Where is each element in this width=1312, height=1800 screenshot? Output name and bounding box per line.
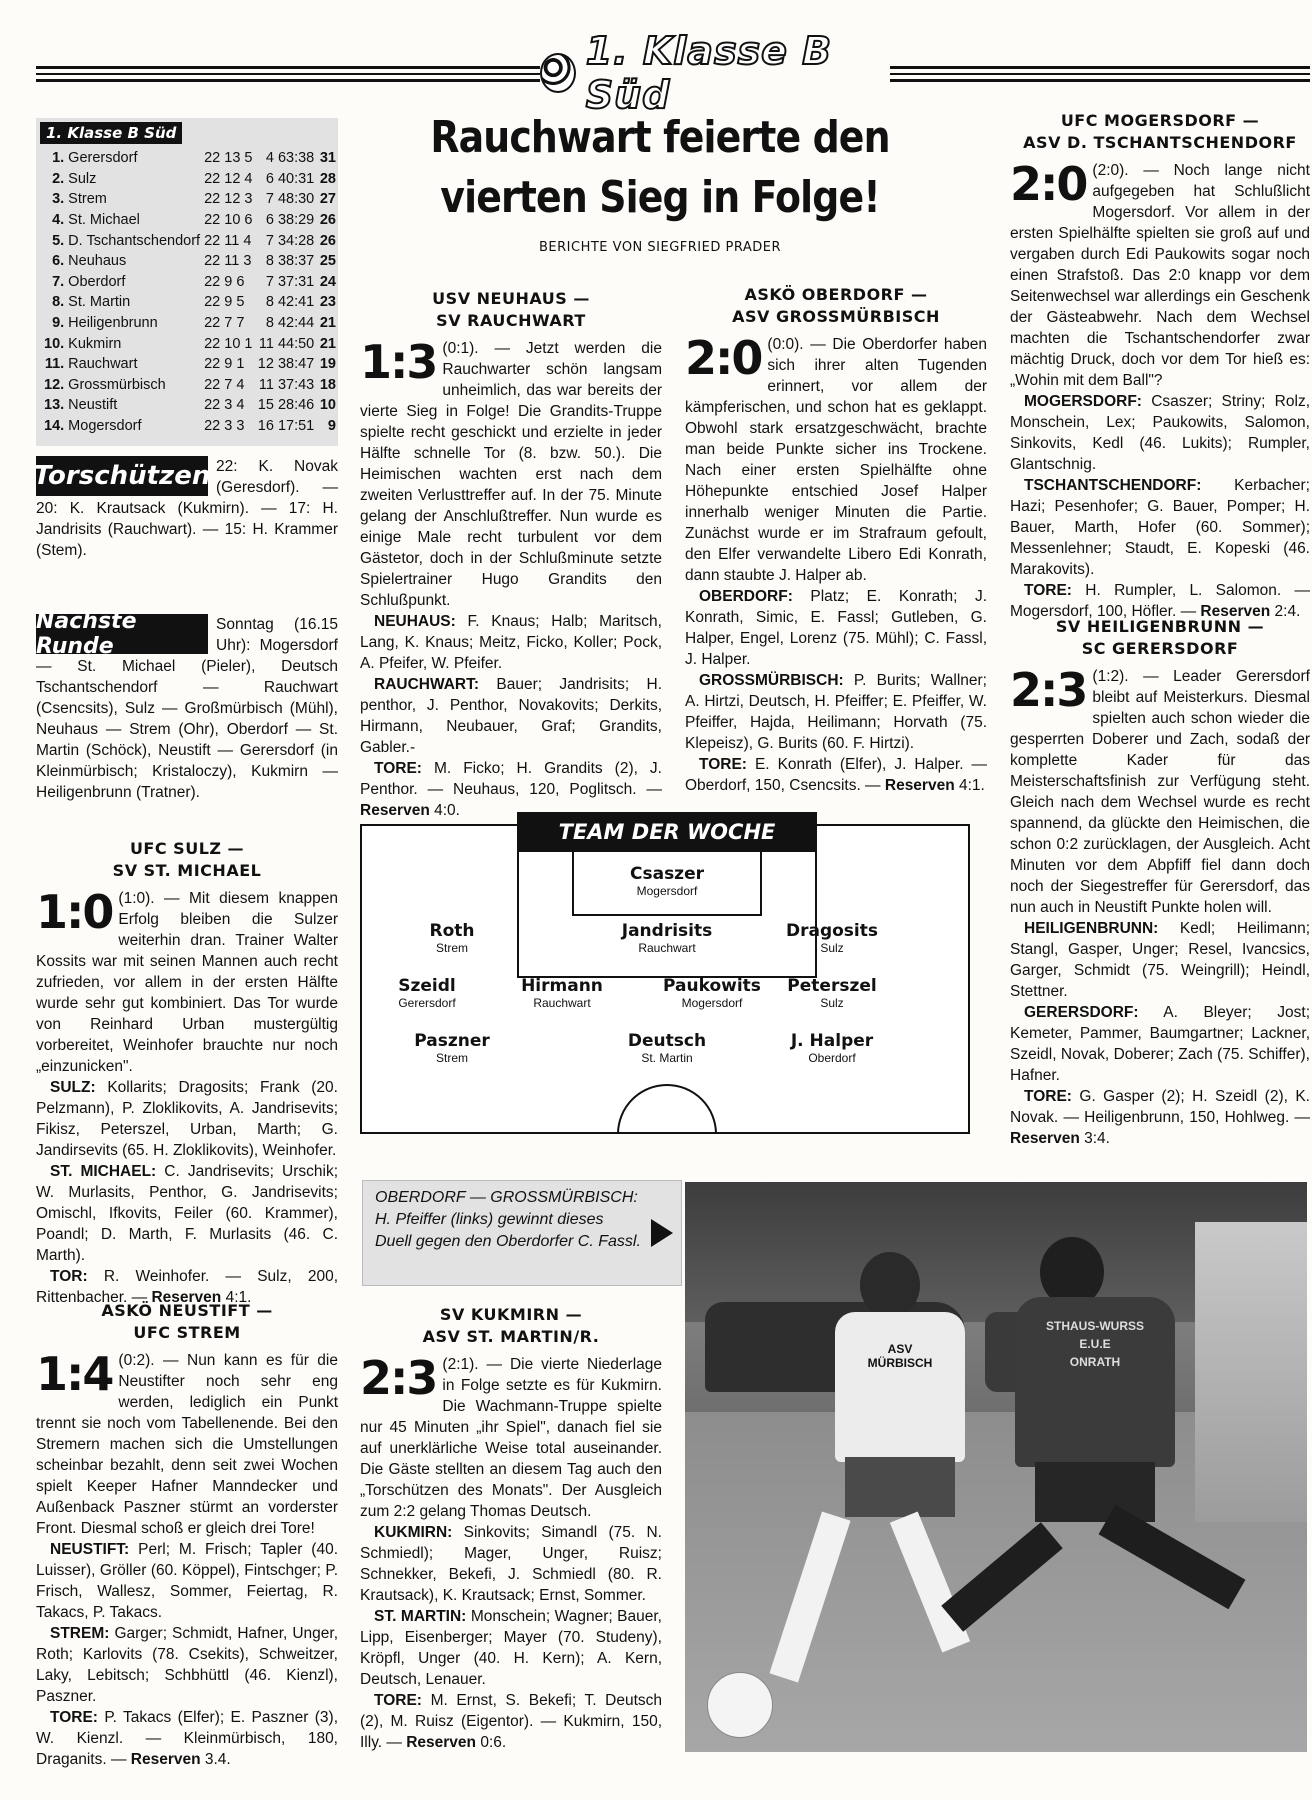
standings-rank: 6. <box>52 253 65 270</box>
match-team2: UFC STREM <box>133 1323 241 1342</box>
next-round-label: Nächste Runde <box>36 609 137 659</box>
lineup1-heading: SULZ: <box>50 1079 96 1096</box>
next-round-section <box>36 609 338 803</box>
standings-team: Kukmirn <box>68 335 122 352</box>
standings-row <box>42 416 338 437</box>
photo-player1-shorts <box>845 1457 955 1517</box>
standings-rank: 9. <box>52 315 65 332</box>
standings-row <box>42 169 338 190</box>
team-player <box>587 1031 747 1065</box>
lineup1: F. Knaus; Halb; Maritsch, Lang, K. Knaus; Meitz, Ficko, Koller; Pock, A. Pfeifer, W. Pfeifer. <box>360 613 662 672</box>
standings-points: 27 <box>319 191 336 208</box>
lineup2: Bauer; Jandrisits; H. penthor, J. Penthor, Novakovits; Derkits, Hirmann, Neubauer, Graf; Grandits, Gabler.- <box>360 676 662 756</box>
standings-games: 22 9 5 <box>204 294 245 311</box>
match-report: (1:2). — Leader Gerersdorf bleibt auf Meisterkurs. Diesmal spielten auch schon wieder die gesperrten Doberer und Zach, sodaß der komplette Kader für das Meisterschaftsfinish zur Verfügung steht. Gleich nach dem Wechsel wurde es recht spannend, da glückte den Heimischen, die schon 0:2 zurücklagen, der Ausgleich. Acht Minuten vor dem Abpfiff fiel dann doch noch der Siegestreffer für Gerersdorf, das nun auch in Neustift Punkte holen will. <box>1010 668 1310 916</box>
reserves-label: Reserven <box>360 802 430 819</box>
match-team2: ASV D. TSCHANTSCHENDORF <box>1023 133 1297 152</box>
standings-goals: 7 48:30 <box>265 191 315 208</box>
match-neuhaus-rauchwart <box>360 288 662 821</box>
match-score: 2:0 <box>685 331 762 385</box>
goals-heading: TORE: <box>1024 582 1072 599</box>
standings-games: 22 3 3 <box>204 418 245 435</box>
standings-team: Neustift <box>68 397 118 414</box>
headline-block <box>360 108 960 255</box>
goals-heading: TORE: <box>374 760 422 777</box>
player-name: J. Halper <box>790 1031 874 1051</box>
match-team1: SV HEILIGENBRUNN — <box>1055 617 1265 636</box>
reserves-score: 3:4. <box>1084 1130 1110 1147</box>
photo-player1-head <box>860 1252 920 1318</box>
goals-heading: TOR: <box>50 1268 88 1285</box>
player-club: St. Martin <box>641 1051 693 1065</box>
goals-heading: TORE: <box>374 1692 422 1709</box>
standings-games: 22 12 3 <box>204 191 253 208</box>
standings-points: 31 <box>319 150 336 167</box>
standings-row <box>42 395 338 416</box>
match-report: (2:1). — Die vierte Niederlage in Folge setzte es für Kukmirn. Die Wachmann-Truppe spielte nur 45 Minuten „ihr Spiel", danach fiel sie auf unerklärliche Weise total auseinander. Die Gäste stellten an diesem Tag auch den „Torschützen des Monats". Der Ausgleich zum 2:2 gelang Thomas Deutsch. <box>360 1356 662 1520</box>
standings-row <box>42 230 338 251</box>
match-sulz-stmichael <box>36 838 338 1308</box>
match-team1: UFC MOGERSDORF — <box>1060 111 1260 130</box>
standings-team: Sulz <box>68 170 97 187</box>
player-club: Rauchwart <box>638 941 696 955</box>
lineup1-heading: HEILIGENBRUNN: <box>1024 920 1159 937</box>
standings-goals: 6 38:29 <box>265 212 315 229</box>
lineup2-heading: GROSSMÜRBISCH: <box>699 672 844 689</box>
match-score: 2:3 <box>1010 663 1087 717</box>
match-oberdorf-grossmuerbisch <box>685 284 987 796</box>
match-score: 2:3 <box>360 1351 437 1405</box>
standings-team: Mogersdorf <box>68 418 142 435</box>
standings-games: 22 12 4 <box>204 170 253 187</box>
match-team1: SV KUKMIRN — <box>439 1305 583 1324</box>
match-score: 1:3 <box>360 335 437 389</box>
next-round-text: Sonntag (16.15 Uhr): Mogersdorf — St. Michael (Pieler), Deutsch Tschantschendorf — Rauchwart (Csencsits), Sulz — Großmürbisch (Mühl), Neuhaus — Strem (Ohr), Oberdorf — St. Martin (Schöck), Neustift — Gerersdorf (in Kleinmürbisch; Kristaloczy), Kukmirn — Heiligenbrunn (Tratner). <box>36 616 338 801</box>
photo-player2-shirt <box>1015 1297 1175 1467</box>
standings-rank: 5. <box>52 232 65 249</box>
photo-caption: OBERDORF — GROSSMÜRBISCH: H. Pfeiffer (links) gewinnt dieses Duell gegen den Oberdorfer C. Fassl. <box>375 1189 641 1250</box>
match-mogersdorf-tschantschendorf <box>1010 110 1310 622</box>
player-club: Mogersdorf <box>636 884 698 898</box>
standings-points: 28 <box>319 170 336 187</box>
standings-games: 22 13 5 <box>204 150 253 167</box>
byline: BERICHTE VON SIEGFRIED PRADER <box>539 240 781 255</box>
standings-games: 22 11 4 <box>204 232 252 249</box>
standings-table <box>42 148 338 436</box>
match-team1: ASKÖ OBERDORF — <box>744 285 928 304</box>
standings-goals: 11 44:50 <box>258 335 315 352</box>
match-team1: ASKÖ NEUSTIFT — <box>101 1301 273 1320</box>
lineup2: P. Burits; Wallner; A. Hirtzi, Deutsch, H. Pfeiffer; E. Pfeiffer, W. Pfeiffer, Hajda, Heilimann; Horvath (75. Klepeisz), G. Burits (60. F. Hirtzi). <box>685 672 987 752</box>
standings-team: Rauchwart <box>68 356 138 373</box>
goals-info: R. Weinhofer. — Sulz, 200, Rittenbacher. — <box>36 1268 339 1306</box>
photo-player1-shirt <box>835 1312 965 1462</box>
goals-info: E. Konrath (Elfer), J. Halper. — Oberdorf, 150, Csencsits. — <box>685 756 987 794</box>
standings-team: St. Martin <box>68 294 131 311</box>
match-kukmirn-stmartin <box>360 1304 662 1753</box>
standings-points: 23 <box>319 294 336 311</box>
player-name: Roth <box>429 921 475 941</box>
standings-team: D. Tschantschendorf <box>68 232 201 249</box>
standings-team: Strem <box>68 191 107 208</box>
headline-line2: vierten Sieg in Folge! <box>440 172 880 223</box>
goals-heading: TORE: <box>699 756 747 773</box>
photo-spectators <box>1195 1222 1307 1522</box>
lineup2: A. Bleyer; Jost; Kemeter, Pammer, Baumgartner; Lackner, Szeidl, Novak, Doberer; Zach (75. Schiffer), Hafner. <box>1010 1004 1311 1084</box>
reserves-label: Reserven <box>884 777 955 794</box>
scorers-section <box>33 456 338 561</box>
lineup2: Garger; Schmidt, Hafner, Unger, Roth; Karlovits (78. Csekits), Schweitzer, Laky, Lebitsch; Schbhüttl (46. Kienzl), Paszner. <box>36 1625 339 1705</box>
match-heiligenbrunn-gerersdorf <box>1010 616 1310 1149</box>
standings-goals: 7 34:28 <box>265 232 315 249</box>
photo-player2-shorts <box>1035 1462 1155 1522</box>
standings-points: 26 <box>319 232 336 249</box>
reserves-label: Reserven <box>406 1734 477 1751</box>
team-player <box>752 1031 912 1065</box>
standings-points: 21 <box>319 315 336 332</box>
standings-rank: 11. <box>44 356 65 373</box>
section-header <box>540 29 890 117</box>
match-photo <box>685 1182 1307 1752</box>
standings-games: 22 3 4 <box>204 397 245 414</box>
standings-points: 9 <box>327 418 336 435</box>
standings-goals: 4 63:38 <box>265 150 315 167</box>
standings-team: Heiligenbrunn <box>68 315 158 332</box>
shirt2-text-2: E.U.E <box>1079 1337 1111 1351</box>
standings-points: 25 <box>319 253 336 270</box>
standings-goals: 8 42:44 <box>265 315 315 332</box>
lineup2: Kerbacher; Hazi; Pesenhofer; G. Bauer, Pomper; H. Bauer, Marth, Hofer (60. Sommer); Messenlehner; Staudt, E. Kopeski (46. Marakovits). <box>1010 477 1310 578</box>
match-report: (0:2). — Nun kann es für die Neustifter noch sehr eng werden, lediglich ein Punkt trennt sie noch vom Tabellenende. Bei den Stremern machen sich die Umstellungen scheinbar bezahlt, denn seit zwei Wochen spielt Keeper Hafner Manndecker und Außenback Paszner stürmt an vorderster Front. Diesmal schoß er gleich drei Tore! <box>36 1352 338 1537</box>
reserves-score: 2:4. <box>1274 603 1301 620</box>
standings-games: 22 9 6 <box>204 273 245 290</box>
reserves-label: Reserven <box>1200 603 1271 620</box>
lineup2-heading: TSCHANTSCHENDORF: <box>1024 477 1202 494</box>
player-club: Gerersdorf <box>398 996 456 1010</box>
standings-row <box>42 148 338 169</box>
standings-team: Grossmürbisch <box>68 376 166 393</box>
standings-rank: 12. <box>44 376 65 393</box>
team-of-week-title: TEAM DER WOCHE <box>517 812 817 852</box>
standings-rank: 10. <box>44 335 65 352</box>
lineup1-heading: KUKMIRN: <box>374 1524 453 1541</box>
player-club: Sulz <box>820 941 844 955</box>
match-team2: SV ST. MICHAEL <box>112 861 262 880</box>
match-score: 2:0 <box>1010 157 1087 211</box>
reserves-score: 0:6. <box>480 1734 507 1751</box>
shirt2-text: STHAUS-WURSS <box>1046 1319 1144 1333</box>
football-photo <box>707 1672 773 1738</box>
standings-goals: 7 37:31 <box>265 273 315 290</box>
player-club: Mogersdorf <box>681 996 743 1010</box>
standings-points: 21 <box>319 335 336 352</box>
standings-row <box>42 375 338 396</box>
standings-games: 22 11 3 <box>204 253 252 270</box>
standings-team: Oberdorf <box>68 273 126 290</box>
goals-info: M. Ernst, S. Bekefi; T. Deutsch (2), M. Ruisz (Eigentor). — Kukmirn, 150, Illy. — <box>360 1692 663 1751</box>
lineup2-heading: GERERSDORF: <box>1024 1004 1139 1021</box>
standings-team: Neuhaus <box>68 253 127 270</box>
goals-heading: TORE: <box>50 1709 98 1726</box>
reserves-label: Reserven <box>151 1289 222 1306</box>
lineup2-heading: ST. MICHAEL: <box>50 1163 157 1180</box>
photo-caption-box <box>362 1180 682 1286</box>
standings-points: 26 <box>319 212 336 229</box>
match-neustift-strem <box>36 1300 338 1770</box>
reserves-score: 4:0. <box>434 802 460 819</box>
team-player <box>372 1031 532 1065</box>
team-player <box>372 921 532 955</box>
standings-row <box>42 333 338 354</box>
standings-games: 22 7 4 <box>204 376 245 393</box>
header-rule-right <box>880 66 1310 82</box>
lineup1: Platz; E. Konrath; J. Konrath, Simic, E. Fassl; Gutleben, G. Halper, Engel, Lorenz (75. Mühl); C. Fassl, J. Halper. <box>685 588 988 668</box>
standings-games: 22 10 6 <box>204 212 253 229</box>
standings-rank: 14. <box>44 418 65 435</box>
goals-info: M. Ficko; H. Grandits (2), J. Penthor. — Neuhaus, 120, Poglitsch. — <box>360 760 662 798</box>
header-rule-left <box>36 66 546 82</box>
standings-goals: 16 17:51 <box>257 418 315 435</box>
football-icon <box>540 53 576 93</box>
player-name: Peterszel <box>787 976 877 996</box>
goals-info: H. Rumpler, L. Salomon. — Mogersdorf, 100, Höfler. — <box>1010 582 1310 620</box>
team-player <box>587 864 747 898</box>
player-club: Strem <box>435 941 468 955</box>
standings-goals: 8 38:37 <box>265 253 315 270</box>
match-team1: UFC SULZ — <box>129 839 245 858</box>
match-score: 1:0 <box>36 885 113 939</box>
standings-rank: 8. <box>52 294 65 311</box>
standings-goals: 12 38:47 <box>257 356 315 373</box>
team-player <box>587 921 747 955</box>
lineup2-heading: RAUCHWART: <box>374 676 480 693</box>
player-name: Szeidl <box>398 976 456 996</box>
player-name: Hirmann <box>521 976 603 996</box>
standings-points: 10 <box>319 397 336 414</box>
standings-points: 24 <box>319 273 336 290</box>
goals-info: G. Gasper (2); H. Szeidl (2), K. Novak. — Heiligenbrunn, 150, Hohlweg. — <box>1010 1088 1310 1126</box>
standings-goals: 11 37:43 <box>258 376 315 393</box>
match-report: (1:0). — Mit diesem knappen Erfolg bleiben die Sulzer weiterhin dran. Trainer Walter Kossits war mit seinen Mannen auch recht zufrieden, vor allem in der ersten Hälfte wurde sehr gut kombiniert. Das Tor wurde von Reinhard Urban mustergültig vorbereitet, Weinhofer brauchte nur noch „einzunicken". <box>36 890 338 1075</box>
reserves-score: 3.4. <box>204 1751 231 1768</box>
standings-games: 22 9 1 <box>204 356 245 373</box>
headline-line1: Rauchwart feierte den <box>430 112 890 163</box>
player-club: Sulz <box>820 996 844 1010</box>
match-report: (0:1). — Jetzt werden die Rauchwarter schön langsam unheimlich, das war bereits der vierte Sieg in Folge! Die Grandits-Truppe spielte recht geschickt und erzielte in jeder Hälfte schnelle Tor (8. bzw. 50.). Die Heimischen wachten erst nach dem zweiten Verlusttreffer auf. In der 75. Minute gelang der Anschlußtreffer. Nun wurde es einige Male recht turbulent vor dem Gästetor, doch in der Schlußminute setzte Spielertrainer Hugo Grandits den Schlußpunkt. <box>360 340 662 609</box>
standings-row <box>42 210 338 231</box>
lineup1: Kedl; Heilimann; Stangl, Gasper, Unger; Resel, Ivancsics, Garger, Schmidt (75. Weingrill); Heindl, Stettner. <box>1010 920 1311 1000</box>
lineup1-heading: NEUHAUS: <box>374 613 456 630</box>
lineup1: Csaszer; Striny; Rolz, Monschein, Lex; Paukowits, Salomon, Sinkovits, Kedl (46. Lukits); Rumpler, Glantschnig. <box>1010 393 1310 473</box>
standings-goals: 8 42:41 <box>265 294 315 311</box>
match-team1: USV NEUHAUS — <box>432 289 590 308</box>
lineup2-heading: ST. MARTIN: <box>374 1608 467 1625</box>
lineup2: Monschein; Wagner; Bauer, Lipp, Eisenberger; Mayer (70. Studeny), Kröpfl, Unger (40. H. Kern); A. Kern, Deutsch, Lenauer. <box>360 1608 662 1688</box>
team-player <box>752 921 912 955</box>
lineup1-heading: MOGERSDORF: <box>1024 393 1142 410</box>
match-team2: ASV ST. MARTIN/R. <box>422 1327 600 1346</box>
player-name: Jandrisits <box>621 921 713 941</box>
standings-rank: 7. <box>52 273 65 290</box>
standings-team: St. Michael <box>68 212 140 229</box>
standings-box <box>36 118 338 446</box>
goals-heading: TORE: <box>1024 1088 1072 1105</box>
player-club: Strem <box>435 1051 468 1065</box>
shirt2-text-3: ONRATH <box>1069 1355 1121 1369</box>
player-name: Deutsch <box>627 1031 707 1051</box>
match-report: (2:0). — Noch lange nicht aufgegeben hat Schlußlicht Mogersdorf. Vor allem in der ersten Spielhälfte spielten sie groß auf und vergaben durch Edi Paukowits sogar noch einen Strafstoß. Das 2:0 knapp vor dem Seitenwechsel war allerdings ein Geschenk der Gästeabwehr. Nach dem Wechsel machten die Tschantschendorfer zwar mächtig Druck, doch vor dem Tor hieß es: „Wohin mit dem Ball"? <box>1010 162 1310 389</box>
standings-rank: 4. <box>52 212 65 229</box>
match-team2: ASV GROSSMÜRBISCH <box>732 307 940 326</box>
lineup1: Sinkovits; Simandl (75. N. Schmiedl); Mager, Unger, Ruisz; Schnekker, Bekefi, J. Schmiedl (80. R. Krautsack), K. Krautsack; Ernst, Sommer. <box>360 1524 662 1604</box>
standings-goals: 15 28:46 <box>257 397 315 414</box>
shirt1-text-2: MÜRBISCH <box>867 1356 933 1370</box>
standings-row <box>42 272 338 293</box>
arrow-right-icon <box>651 1219 673 1247</box>
reserves-score: 4:1. <box>958 777 985 794</box>
player-name: Csaszer <box>630 864 704 884</box>
lineup1: Perl; M. Frisch; Tapler (40. Luisser), Gröller (60. Köppel), Fintschger; P. Frisch, Wallesz, Sommer, Feiertag, R. Takacs, P. Takacs. <box>36 1541 338 1621</box>
standings-games: 22 7 7 <box>204 315 245 332</box>
lineup1: Kollarits; Dragosits; Frank (20. Pelzmann), P. Zloklikovits, A. Jandrisevits; Fikisz, Peterszel, Urban, Marth; G. Jandirsevits (65. H. Zloklikovits), Weinhofer. <box>36 1079 338 1159</box>
match-score: 1:4 <box>36 1347 113 1401</box>
player-club: Oberdorf <box>808 1051 856 1065</box>
shirt1-text: ASV <box>887 1342 913 1356</box>
team-player <box>752 976 912 1010</box>
standings-row <box>42 313 338 334</box>
center-circle <box>617 1084 717 1184</box>
standings-points: 18 <box>319 376 336 393</box>
lineup1-heading: NEUSTIFT: <box>50 1541 130 1558</box>
goals-info: P. Takacs (Elfer); E. Paszner (3), W. Kienzl. — Kleinmürbisch, 180, Draganits. — <box>36 1709 338 1768</box>
standings-rank: 2. <box>52 170 65 187</box>
standings-row <box>42 251 338 272</box>
section-title: 1. Klasse B Süd <box>585 29 833 117</box>
match-report: (0:0). — Die Oberdorfer haben sich ihrer alten Tugenden erinnert, vor allem der kämpferischen, und schon hat es geklappt. Obwohl stark ersatzgeschwächt, brachte man beide Punkte sicher ins Trockene. Nach einer ersten Spielhälfte ohne Höhepunkte entschied Josef Halper innerhalb weniger Minuten die Partie. Zunächst wurde er im Strafraum gefoult, den Elfer verwandelte Libero Edi Konrath, dann staubte J. Halper ab. <box>685 336 987 584</box>
scorers-label: Torschützen <box>33 461 211 491</box>
standings-team: Gerersdorf <box>68 150 138 167</box>
standings-label: 1. Klasse B Süd <box>40 122 182 144</box>
player-name: Paukowits <box>663 976 761 996</box>
reserves-label: Reserven <box>130 1751 201 1768</box>
standings-rank: 13. <box>44 397 65 414</box>
match-team2: SC GERERSDORF <box>1081 639 1239 658</box>
standings-goals: 6 40:31 <box>265 170 315 187</box>
player-club: Rauchwart <box>533 996 591 1010</box>
reserves-score: 4:1. <box>225 1289 252 1306</box>
lineup2: C. Jandrisevits; Urschik; W. Murlasits, Penthor, G. Jandrisevits; Omischl, Ifkovits, Feiler (60. Krammer), Poandl; D. Marth, F. Murlasits (46. C. Marth). <box>36 1163 339 1264</box>
standings-rank: 1. <box>52 150 65 167</box>
standings-row <box>42 189 338 210</box>
standings-games: 22 10 1 <box>204 335 253 352</box>
standings-row <box>42 292 338 313</box>
player-name: Paszner <box>414 1031 490 1051</box>
player-name: Dragosits <box>785 921 878 941</box>
reserves-label: Reserven <box>1010 1130 1080 1147</box>
standings-rank: 3. <box>52 191 65 208</box>
team-of-week-field <box>360 820 970 1134</box>
standings-points: 19 <box>319 356 336 373</box>
lineup1-heading: OBERDORF: <box>699 588 793 605</box>
standings-row <box>42 354 338 375</box>
lineup2-heading: STREM: <box>50 1625 110 1642</box>
team-player <box>482 976 642 1010</box>
match-team2: SV RAUCHWART <box>436 311 586 330</box>
scorers-text: 22: K. Novak (Geresdorf). — 20: K. Krautsack (Kukmirn). — 17: H. Jandrisits (Rauchwart). — 15: H. Krammer (Stem). <box>36 458 338 559</box>
